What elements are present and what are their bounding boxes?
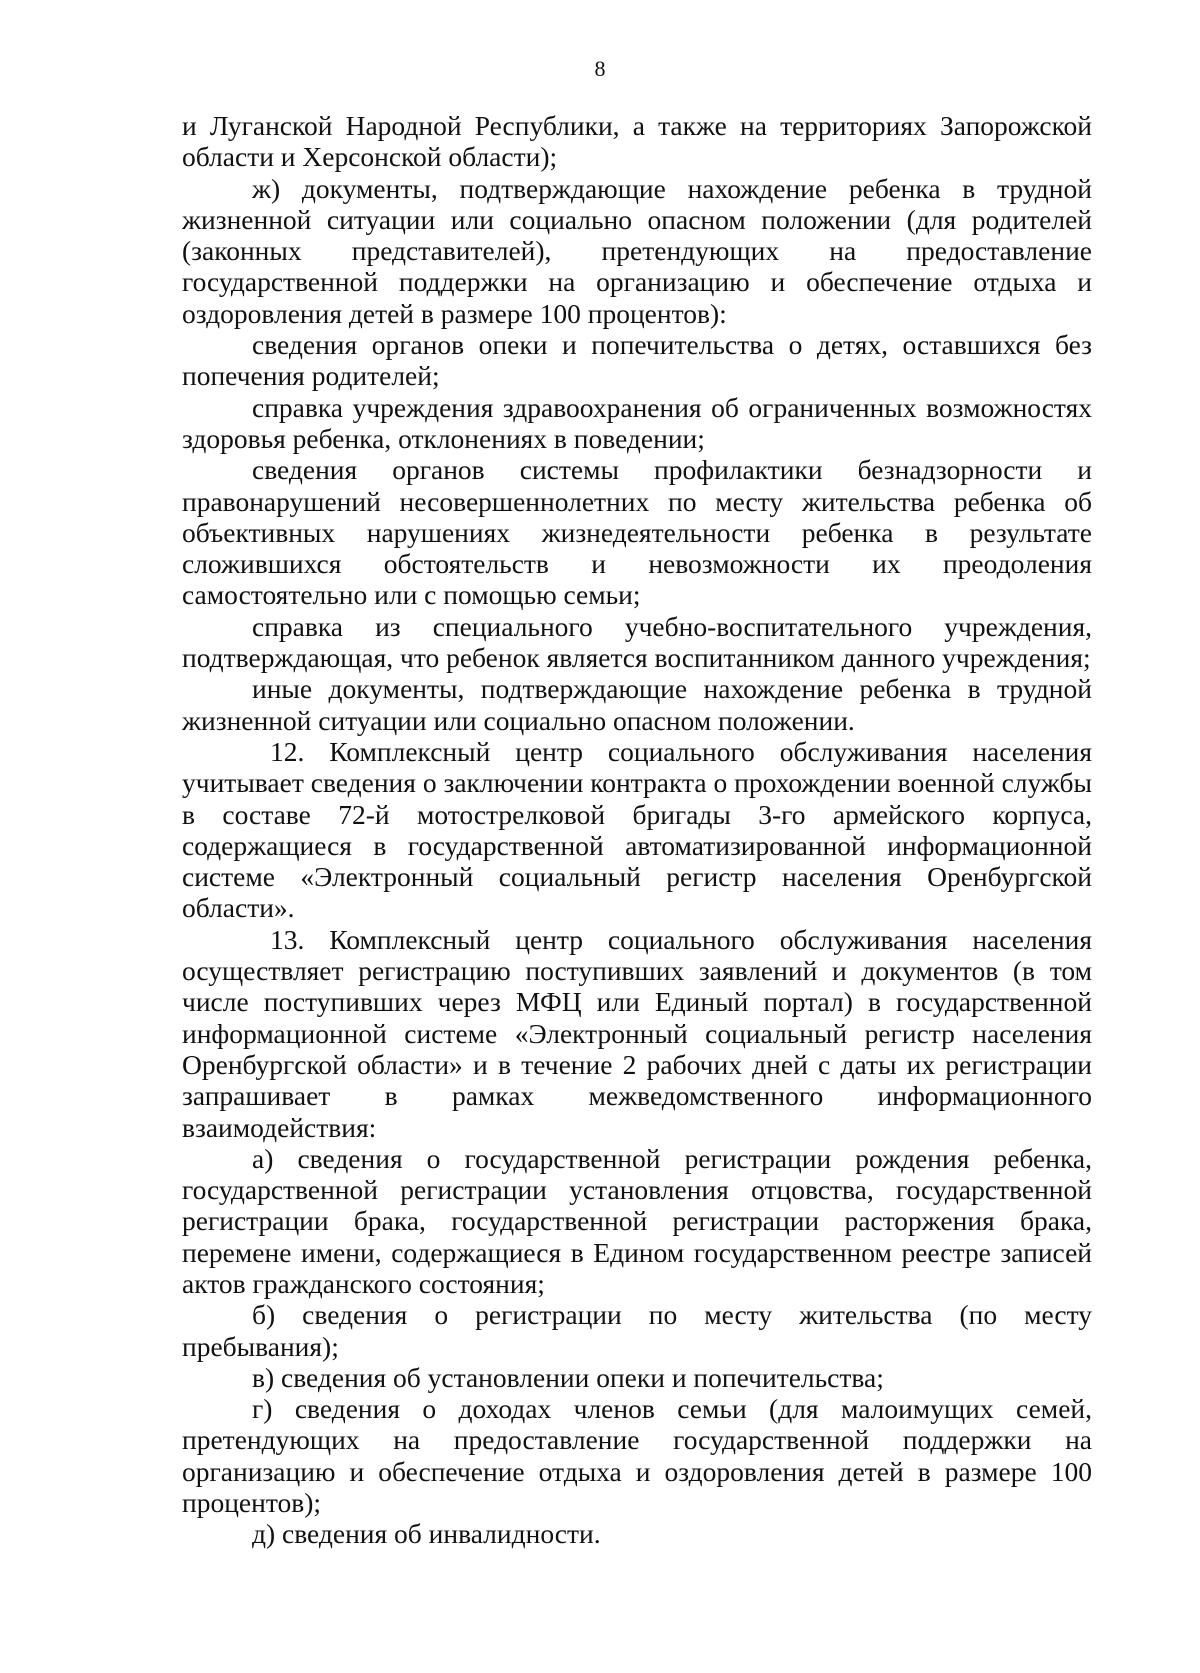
paragraph-school-certificate: справка из специального учебно-воспитательного учреждения, подтверждающая, что ребенок является воспитанником данного учреждения; <box>182 610 1092 674</box>
paragraph-item-b: б) сведения о регистрации по месту жительства (по месту пребывания); <box>182 1299 1092 1362</box>
paragraph-health-certificate: справка учреждения здравоохранения об ограниченных возможностях здоровья ребенка, отклонениях в поведении; <box>182 391 1092 454</box>
paragraph-item-a: а) сведения о государственной регистрации рождения ребенка, государственной регистрации установления отцовства, государственной регистрации брака, государственной регистрации расторжения брака, перемене имени, содержащиеся в Едином государственном реестре записей актов гражданского состояния; <box>182 1142 1092 1299</box>
paragraph-section-12: 12. Комплексный центр социального обслуживания населения учитывает сведения о заключении контракта о прохождении военной службы в составе 72-й мотострелковой бригады 3-го армейского корпуса, содержащиеся в государственной автоматизированной информационной системе «Электронный социальный регистр населения Оренбургской области». <box>182 735 1092 924</box>
page-number: 8 <box>594 56 606 81</box>
paragraph-prevention-info: сведения органов системы профилактики безнадзорности и правонарушений несовершеннолетних по месту жительства ребенка об объективных нарушениях жизнедеятельности ребенка в результате сложившихся обстоятельств и невозможности их преодоления самостоятельно или с помощью семьи; <box>182 454 1092 611</box>
paragraph-item-zh: ж) документы, подтверждающие нахождение ребенка в трудной жизненной ситуации или социально опасном положении (для родителей (законных представителей), претендующих на предоставление государственной поддержки на организацию и обеспечение отдыха и оздоровления детей в размере 100 процентов): <box>182 172 1092 329</box>
paragraph-guardianship-info: сведения органов опеки и попечительства о детях, оставшихся без попечения родителей; <box>182 329 1092 392</box>
document-body <box>182 110 1092 1550</box>
paragraph-item-v: в) сведения об установлении опеки и попечительства; <box>252 1361 884 1393</box>
paragraph-section-13: 13. Комплексный центр социального обслуживания населения осуществляет регистрацию поступивших заявлений и документов (в том числе поступивших через МФЦ или Единый портал) в государственной информационной системе «Электронный социальный регистр населения Оренбургской области» и в течение 2 рабочих дней с даты их регистрации запрашивает в рамках межведомственного информационного взаимодействия: <box>182 923 1092 1143</box>
paragraph-item-g: г) сведения о доходах членов семьи (для малоимущих семей, претендующих на предоставление государственной поддержки на организацию и обеспечение отдыха и оздоровления детей в размере 100 процентов); <box>182 1393 1092 1519</box>
paragraph-item-d: д) сведения об инвалидности. <box>252 1518 601 1550</box>
paragraph-other-documents: иные документы, подтверждающие нахождение ребенка в трудной жизненной ситуации или социально опасном положении. <box>182 673 1092 736</box>
paragraph-continuation: и Луганской Народной Республики, а также на территориях Запорожской области и Херсонской области); <box>182 110 1092 173</box>
